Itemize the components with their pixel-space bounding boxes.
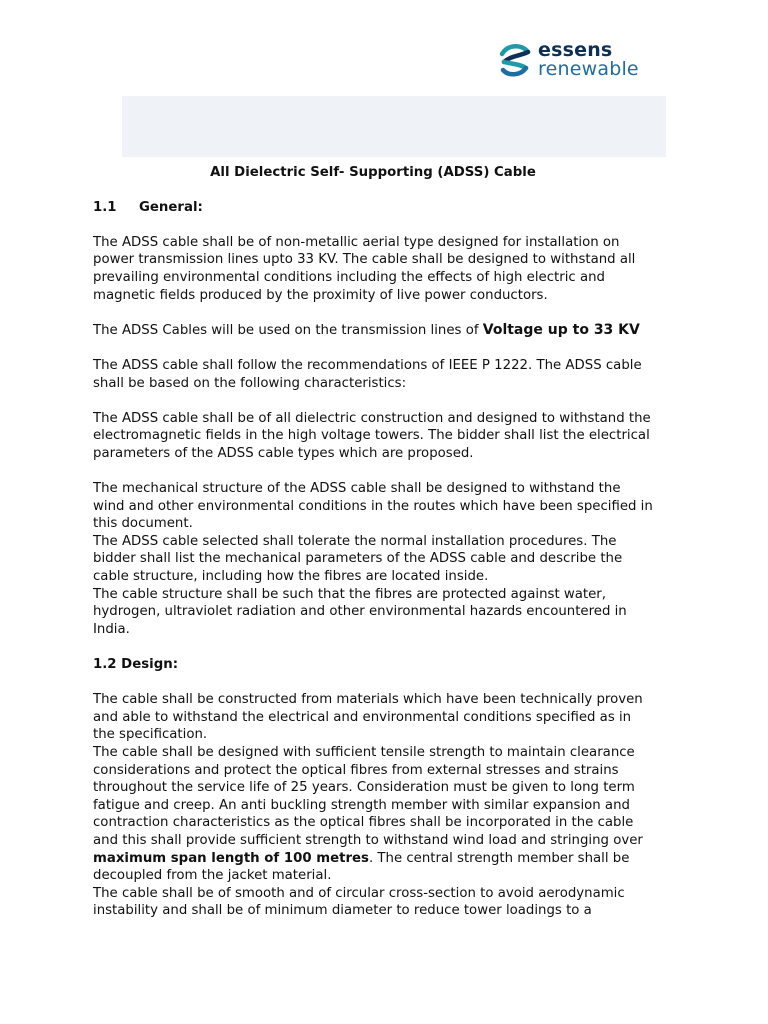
section-number: 1.1	[93, 199, 117, 215]
essens-wave-logo-icon	[498, 40, 532, 80]
paragraph: The ADSS cable shall follow the recommendations of IEEE P 1222. The ADSS cable shall be based on the following characteristics:	[93, 357, 642, 391]
paragraph: The cable shall be of smooth and of circular cross-section to avoid aerodynamic instability and shall be of minimum diameter to reduce tower loadings to a	[93, 885, 625, 919]
company-logo	[498, 40, 639, 80]
paragraph: The cable shall be constructed from materials which have been technically proven and able to withstand the electrical and environmental conditions specified as in the specification.	[93, 692, 643, 743]
paragraph-span-length	[93, 744, 653, 885]
logo-wordmark	[538, 41, 639, 79]
voltage-emphasis: Voltage up to 33 KV	[482, 321, 640, 338]
paragraph-text: The cable shall be designed with sufficient tensile strength to maintain clearance considerations and protect the optical fibres from external stresses and strains throughout the service life of 25 years. Consideration must be given to long term fatigue and creep. An anti buckling strength member with similar expansion and contraction characteristics as the optical fibres shall be incorporated in the cable and this shall provide sufficient strength to withstand wind load and stringing over	[93, 745, 643, 848]
section-title: General:	[139, 199, 203, 215]
span-length-emphasis: maximum span length of 100 metres	[93, 850, 369, 866]
paragraph: The ADSS cable shall be of all dielectric construction and designed to withstand the electromagnetic fields in the high voltage towers. The bidder shall list the electrical parameters of the ADSS cable types which are proposed.	[93, 410, 651, 461]
paragraph: The ADSS cable selected shall tolerate the normal installation procedures. The bidder shall list the mechanical parameters of the ADSS cable and describe the cable structure, including how the fibres are located inside.	[93, 533, 623, 585]
document-body	[93, 164, 653, 920]
paragraph-voltage	[93, 322, 653, 340]
section-heading-design: 1.2 Design:	[93, 657, 179, 673]
paragraph: The cable structure shall be such that the fibres are protected against water, hydrogen, ultraviolet radiation and other environmental hazards encountered in India.	[93, 586, 627, 637]
header-banner	[122, 96, 666, 157]
paragraph-text: The ADSS Cables will be used on the transmission lines of	[93, 322, 483, 338]
paragraph: The mechanical structure of the ADSS cable shall be designed to withstand the wind and other environmental conditions in the routes which have been specified in this document.	[93, 481, 653, 532]
paragraph: The ADSS cable shall be of non-metallic aerial type designed for installation on power transmission lines upto 33 KV. The cable shall be designed to withstand all prevailing environmental conditions including the effects of high electric and magnetic fields produced by the proximity of live power conductors.	[93, 234, 636, 303]
logo-line-renewable: renewable	[538, 58, 639, 80]
logo-line-essens: essens	[538, 39, 613, 61]
document-title: All Dielectric Self- Supporting (ADSS) Cable	[210, 165, 536, 180]
section-heading-general	[93, 199, 653, 217]
paragraph-text: . The central strength member shall be decoupled from the jacket material.	[93, 850, 630, 884]
